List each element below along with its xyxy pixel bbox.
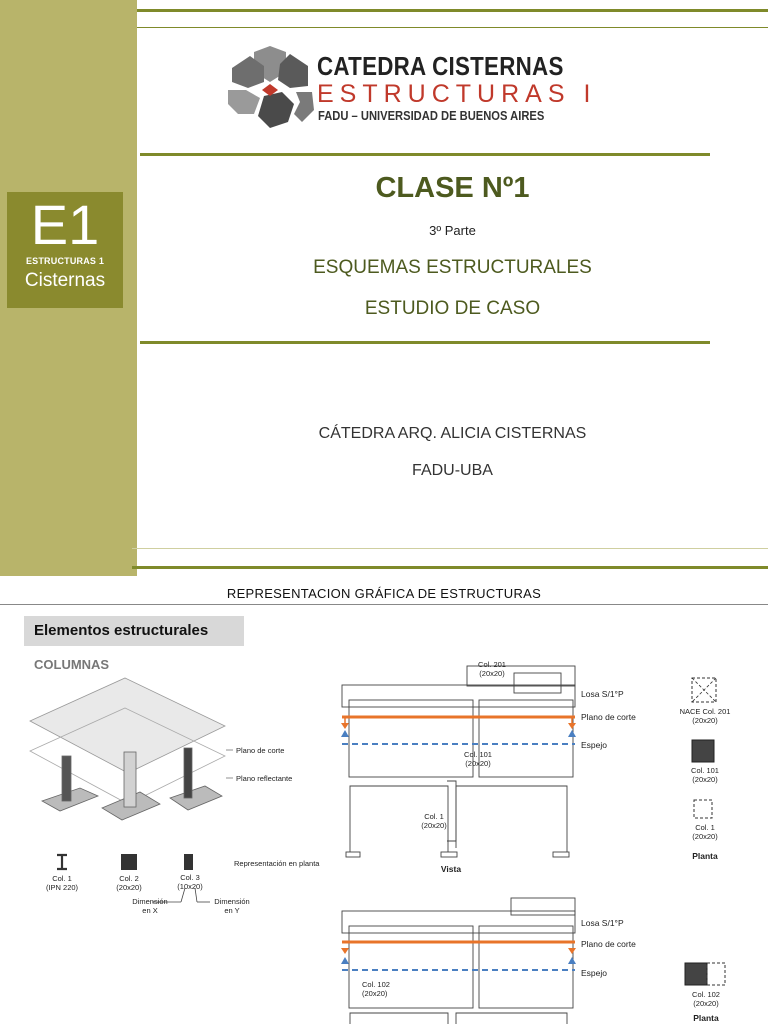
label-col101-plan-dim: (20x20) — [692, 775, 718, 784]
slide-header: REPRESENTACION GRÁFICA DE ESTRUCTURAS — [226, 586, 542, 601]
label-nace — [670, 707, 740, 725]
label-col101-section — [456, 750, 500, 768]
label-plano-corte-1: Plano de corte — [581, 712, 636, 722]
bottom-rule — [132, 566, 768, 569]
label-col2-iso-dim: (20x20) — [116, 883, 142, 892]
label-col1-section-dim: (20x20) — [421, 821, 447, 830]
col202-plan-icon — [707, 963, 725, 985]
logo-university: FADU – UNIVERSIDAD DE BUENOS AIRES — [318, 108, 545, 123]
badge-course: ESTRUCTURAS 1 — [25, 256, 105, 266]
class-title: CLASE Nº1 — [375, 172, 530, 204]
label-nace-dim: (20x20) — [692, 716, 718, 725]
label-nace-name: NACE Col. 201 — [679, 707, 731, 716]
badge-code: E1 — [30, 193, 100, 256]
label-col1-iso-name: Col. 1 — [52, 874, 72, 883]
label-col2-iso-name: Col. 2 — [119, 874, 139, 883]
rule-under-logo — [140, 153, 710, 156]
label-plano-reflectante: Plano reflectante — [236, 774, 293, 783]
label-col101-section-dim: (20x20) — [465, 759, 491, 768]
label-dim-x-1: Dimensión — [132, 897, 168, 906]
logo-title: CATEDRA CISTERNAS — [317, 51, 564, 81]
chair-name: CÁTEDRA ARQ. ALICIA CISTERNAS — [318, 425, 587, 442]
col2-plan-icon — [121, 854, 137, 870]
section-view-2 — [342, 898, 575, 1024]
col1-plan-icon — [694, 800, 712, 818]
label-col101-section-name: Col. 101 — [464, 750, 492, 759]
top-rule — [137, 9, 768, 12]
label-dim-x-2: en X — [142, 906, 158, 915]
label-losa-2: Losa S/1°P — [581, 918, 624, 928]
top-rule-thin — [137, 27, 768, 28]
badge-name: Cisternas — [24, 270, 106, 291]
topic-esquemas: ESQUEMAS ESTRUCTURALES — [313, 257, 592, 278]
label-dim-y-1: Dimensión — [214, 897, 250, 906]
iso-column-3 — [184, 748, 192, 798]
isometric-diagram — [30, 678, 233, 820]
faculty-name: FADU-UBA — [412, 462, 493, 479]
label-col3-iso-dim: (10x20) — [177, 882, 203, 891]
section-title: Elementos estructurales — [24, 616, 244, 646]
label-dim-y — [210, 897, 254, 915]
iso-column-2 — [124, 752, 136, 807]
label-col101-plan — [683, 766, 727, 784]
label-col2-iso — [111, 874, 147, 892]
col102-plan-icon — [685, 963, 707, 985]
label-dim-x — [128, 897, 172, 915]
label-planta-2: Planta — [693, 1013, 719, 1023]
content-slide — [0, 576, 768, 1024]
subsection-title: COLUMNAS — [34, 657, 110, 672]
plan-symbols-2 — [685, 963, 725, 985]
label-losa-1: Losa S/1°P — [581, 689, 624, 699]
structural-drawings — [0, 576, 768, 1024]
logo-mark-icon — [224, 42, 316, 134]
label-col101-plan-name: Col. 101 — [691, 766, 719, 775]
label-col102-plan — [684, 990, 728, 1008]
label-col1-section-name: Col. 1 — [424, 812, 444, 821]
label-col3-iso — [172, 873, 208, 891]
label-col1-section — [412, 812, 456, 830]
label-dim-y-2: en Y — [224, 906, 240, 915]
label-plano-corte-2: Plano de corte — [581, 939, 636, 949]
label-col1-plan — [683, 823, 727, 841]
course-badge — [7, 192, 123, 308]
label-col201 — [470, 660, 514, 678]
plan-symbols-1 — [692, 678, 716, 818]
label-col102-section-dim: (20x20) — [362, 989, 388, 998]
label-col102-section-name: Col. 102 — [362, 980, 390, 989]
label-col1-plan-dim: (20x20) — [692, 832, 718, 841]
iso-column-1 — [62, 756, 71, 801]
class-part: 3º Parte — [429, 223, 476, 238]
label-vista: Vista — [440, 864, 462, 874]
topic-estudio: ESTUDIO DE CASO — [364, 298, 541, 319]
label-col201-name: Col. 201 — [478, 660, 506, 669]
label-planta-1: Planta — [692, 851, 718, 861]
label-col1-iso — [44, 874, 80, 892]
col3-plan-icon — [184, 854, 193, 870]
label-col201-dim: (20x20) — [479, 669, 505, 678]
bottom-rule-thin — [132, 548, 768, 549]
chair-logo — [224, 42, 597, 134]
rule-under-topics — [140, 341, 710, 344]
col101-plan-icon — [692, 740, 714, 762]
label-plano-corte-iso: Plano de corte — [236, 746, 285, 755]
ipn-column-icon — [57, 855, 67, 869]
label-espejo-2: Espejo — [581, 968, 607, 978]
label-col3-iso-name: Col. 3 — [180, 873, 200, 882]
logo-subtitle: ESTRUCTURAS I — [317, 80, 597, 108]
label-col1-plan-name: Col. 1 — [695, 823, 715, 832]
label-col1-iso-dim: (IPN 220) — [45, 883, 79, 892]
label-espejo-1: Espejo — [581, 740, 607, 750]
label-representacion: Representación en planta — [234, 859, 320, 868]
label-col102-plan-dim: (20x20) — [693, 999, 719, 1008]
label-col102-section — [362, 980, 390, 998]
label-col102-plan-name: Col. 102 — [692, 990, 720, 999]
